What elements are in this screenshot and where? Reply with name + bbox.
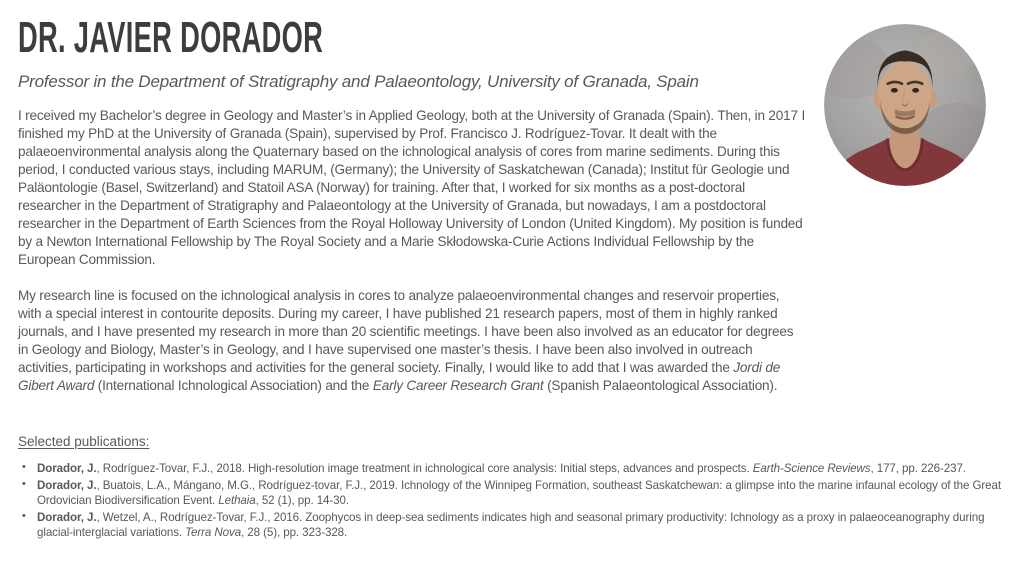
page-title — [18, 13, 510, 62]
bio-paragraph-2: My research line is focused on the ichnological analysis in cores to analyze palaeoenvironmental changes and reservoir properties, with a special interest in contourite deposits. During my career, I have published 21 research papers, most of them in highly ranked journals, and I have presented my research in more than 20 scientific meetings. I have been also involved as an educator for degrees in Geology and Biology, Master’s in Geology, and I have supervised one master’s thesis. I have been also involved in outreach activities, participating in workshops and activities for the general society. Finally, I would like to add that I was awarded the Jordi de Gibert Award (International Ichnological Association) and the Early Career Research Grant (Spanish Palaeontological Association). — [18, 288, 797, 393]
portrait-illustration — [824, 24, 986, 186]
publication-item-1 — [18, 461, 1012, 476]
profile-photo — [824, 24, 986, 186]
publication-citation: Dorador, J., Buatois, L.A., Mángano, M.G., Rodríguez-tovar, F.J., 2019. Ichnology of the Winnipeg Formation, southeast Saskatchewan: a glimpse into the marine infaunal ecology of the Great Ordovician Biodiversification Event. Lethaia, 52 (1), pp. 14-30. — [37, 479, 1005, 507]
bullet-icon: • — [22, 461, 26, 473]
bullet-icon: • — [22, 478, 26, 490]
publication-citation: Dorador, J., Wetzel, A., Rodríguez-Tovar, F.J., 2016. Zoophycos in deep-sea sediments indicates high and seasonal primary productivity: Ichnology as a proxy in palaeoceanography during glacial-interglacial variations. Terra Nova, 28 (5), pp. 323-328. — [37, 511, 988, 539]
publications-list — [18, 461, 1012, 542]
publication-item-2 — [18, 478, 1012, 508]
publications-heading: Selected publications: — [18, 434, 150, 449]
eye — [891, 88, 898, 93]
publication-item-3 — [18, 510, 1012, 540]
page-subtitle: Professor in the Department of Stratigraphy and Palaeontology, University of Granada, Spain — [18, 72, 699, 91]
publication-citation: Dorador, J., Rodríguez-Tovar, F.J., 2018. High-resolution image treatment in ichnological core analysis: Initial steps, advances and prospects. Earth-Science Reviews, 177, pp. 226-237. — [37, 462, 966, 475]
eye — [912, 88, 919, 93]
page-title-text: DR. JAVIER DORADOR — [18, 13, 324, 62]
bio-paragraph-1: I received my Bachelor’s degree in Geology and Master’s in Applied Geology, both at the University of Granada (Spain). Then, in 2017 I finished my PhD at the University of Granada (Spain), supervised by Prof. Francisco J. Rodríguez-Tovar. It dealt with the palaeoenvironmental analysis along the Quaternary based on the ichnological analysis of cores from marine sediments. During this period, I conducted various stays, including MARUM, (Germany); the University of Saskatchewan (Canada); Institut für Geologie und Paläontologie (Basel, Switzerland) and Statoil ASA (Norway) for training. After that, I worked for six months as a post-doctoral researcher in the Department of Stratigraphy and Palaeontology at the University of Granada, but nowadays, I am a postdoctoral researcher in the Department of Earth Sciences from the Royal Holloway University of London (United Kingdom). My position is funded by a Newton International Fellowship by The Royal Society and a Marie Skłodowska-Curie Actions Individual Fellowship by the European Commission. — [18, 108, 806, 267]
bullet-icon: • — [22, 510, 26, 522]
